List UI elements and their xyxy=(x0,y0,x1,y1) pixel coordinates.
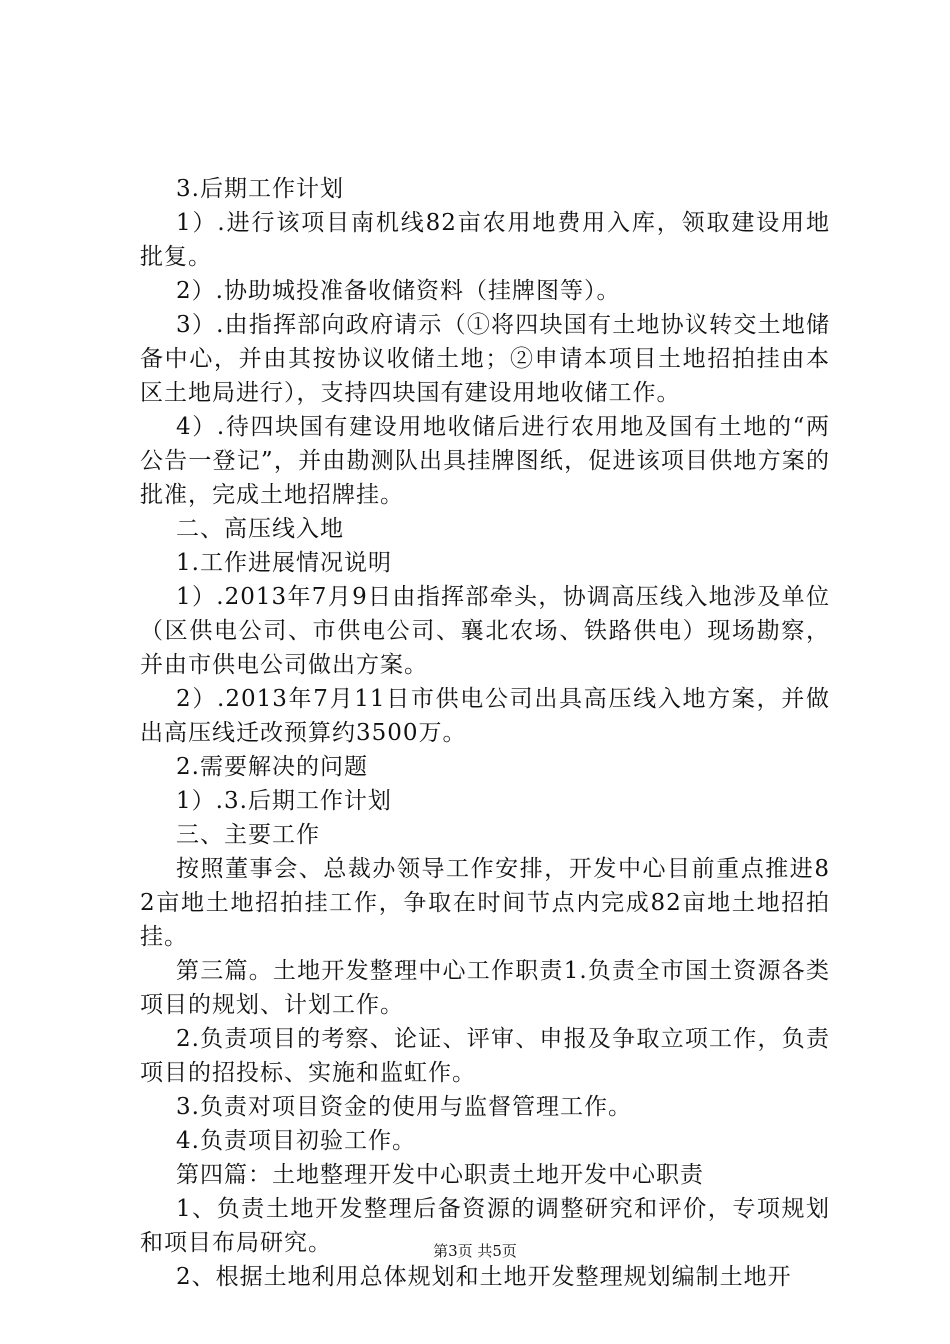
section-heading: 第四篇：土地整理开发中心职责土地开发中心职责 xyxy=(176,1162,704,1188)
paragraph: 2.负责项目的考察、论证、评审、申报及争取立项工作，负责项目的招投标、实施和监虹作。 xyxy=(140,1026,830,1086)
document-body xyxy=(140,172,830,1294)
paragraph: 第三篇。土地开发整理中心工作职责1.负责全市国土资源各类项目的规划、计划工作。 xyxy=(140,958,830,1018)
paragraph: 按照董事会、总裁办领导工作安排，开发中心目前重点推进82亩地土地招拍挂工作，争取在时间节点内完成82亩地土地招拍挂。 xyxy=(140,856,830,950)
page-number-footer: 第3页 共5页 xyxy=(433,1242,517,1260)
paragraph: 2）.2013年7月11日市供电公司出具高压线入地方案，并做出高压线迁改预算约3500万。 xyxy=(140,686,830,746)
section-heading: 三、主要工作 xyxy=(176,822,320,848)
paragraph: 1）.进行该项目南机线82亩农用地费用入库，领取建设用地批复。 xyxy=(140,210,830,270)
paragraph: 2、根据土地利用总体规划和土地开发整理规划编制土地开 xyxy=(176,1264,792,1290)
paragraph: 1）.2013年7月9日由指挥部牵头，协调高压线入地涉及单位（区供电公司、市供电公司、襄北农场、铁路供电）现场勘察，并由市供电公司做出方案。 xyxy=(140,584,830,678)
section-heading: 2.需要解决的问题 xyxy=(176,754,368,780)
paragraph: 1）.3.后期工作计划 xyxy=(176,788,392,814)
paragraph: 4）.待四块国有建设用地收储后进行农用地及国有土地的“两公告一登记”，并由勘测队出具挂牌图纸，促进该项目供地方案的批准，完成土地招牌挂。 xyxy=(140,414,830,508)
paragraph: 3）.由指挥部向政府请示（①将四块国有土地协议转交土地储备中心，并由其按协议收储土地；②申请本项目土地招拍挂由本区土地局进行），支持四块国有建设用地收储工作。 xyxy=(140,312,830,406)
section-heading: 二、高压线入地 xyxy=(176,516,344,542)
paragraph: 4.负责项目初验工作。 xyxy=(176,1128,416,1154)
section-heading: 1.工作进展情况说明 xyxy=(176,550,392,576)
paragraph: 2）.协助城投准备收储资料（挂牌图等）。 xyxy=(176,278,621,304)
paragraph: 3.负责对项目资金的使用与监督管理工作。 xyxy=(176,1094,632,1120)
paragraph: 1、负责土地开发整理后备资源的调整研究和评价，专项规划和项目布局研究。 xyxy=(140,1196,830,1256)
section-heading: 3.后期工作计划 xyxy=(176,176,344,202)
